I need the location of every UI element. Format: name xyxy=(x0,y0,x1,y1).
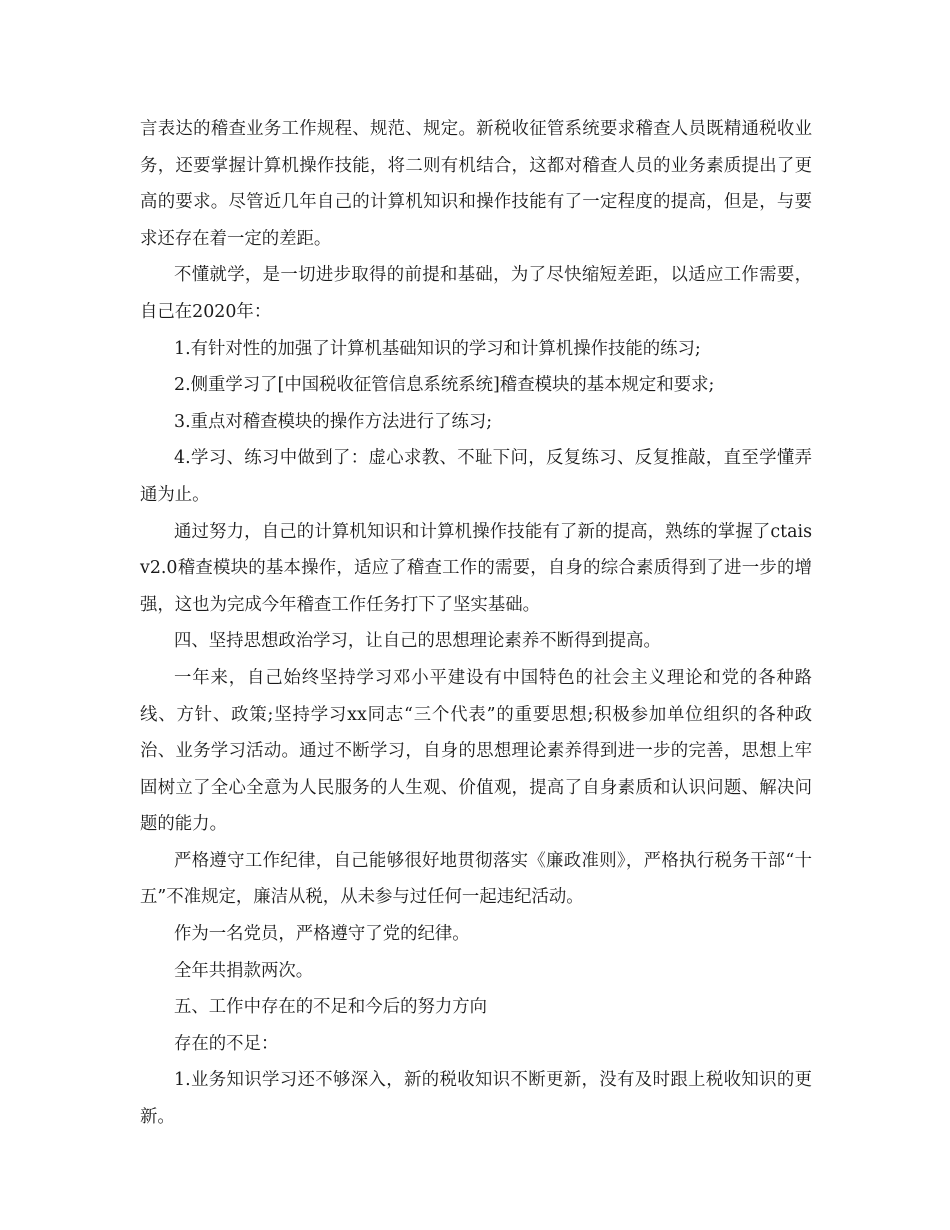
paragraph-political-study: 一年来，自己始终坚持学习邓小平建设有中国特色的社会主义理论和党的各种路线、方针、政策;坚持学习xx同志“三个代表”的重要思想;积极参加单位组织的各种政治、业务学习活动。通过不断学习，自身的思想理论素养得到进一步的完善，思想上牢固树立了全心全意为人民服务的人生观、价值观，提高了自身素质和认识问题、解决问题的能力。 xyxy=(140,667,812,835)
list-item-1: 1.有针对性的加强了计算机基础知识的学习和计算机操作技能的练习; xyxy=(174,338,701,359)
list-item-3: 3.重点对稽查模块的操作方法进行了练习; xyxy=(174,411,493,432)
subheading-shortcomings: 存在的不足： xyxy=(174,1033,279,1054)
list-item-2: 2.侧重学习了[中国税收征管信息系统系统]稽查模块的基本规定和要求; xyxy=(174,375,715,396)
paragraph-continuation: 言表达的稽查业务工作规程、规范、规定。新税收征管系统要求稽查人员既精通税收业务，还要掌握计算机操作技能，将二则有机结合，这都对稽查人员的业务素质提出了更高的要求。尽管近几年自己的计算机知识和操作技能有了一定程度的提高，但是，与要求还存在着一定的差距。 xyxy=(140,119,812,249)
document-body xyxy=(140,111,812,1136)
list-item-4: 4.学习、练习中做到了：虚心求教、不耻下问，反复练习、反复推敲，直至学懂弄通为止。 xyxy=(140,448,812,505)
paragraph-progress: 通过努力，自己的计算机知识和计算机操作技能有了新的提高，熟练的掌握了ctais v2.0稽查模块的基本操作，适应了稽查工作的需要，自身的综合素质得到了进一步的增强，这也为完成今年稽查工作任务打下了坚实基础。 xyxy=(140,521,812,615)
paragraph-discipline: 严格遵守工作纪律，自己能够很好地贯彻落实《廉政准则》，严格执行税务干部“十五”不准规定，廉洁从税，从未参与过任何一起违纪活动。 xyxy=(140,850,812,908)
paragraph-party-member: 作为一名党员，严格遵守了党的纪律。 xyxy=(174,924,470,945)
paragraph-self-study-intro: 不懂就学，是一切进步取得的前提和基础，为了尽快缩短差距，以适应工作需要，自己在2020年： xyxy=(140,265,812,322)
section-heading-4: 四、坚持思想政治学习，让自己的思想理论素养不断得到提高。 xyxy=(174,631,661,652)
paragraph-donations: 全年共捐款两次。 xyxy=(174,960,314,981)
shortcoming-item-1: 1.业务知识学习还不够深入，新的税收知识不断更新，没有及时跟上税收知识的更新。 xyxy=(140,1070,812,1128)
section-heading-5: 五、工作中存在的不足和今后的努力方向 xyxy=(174,997,488,1018)
